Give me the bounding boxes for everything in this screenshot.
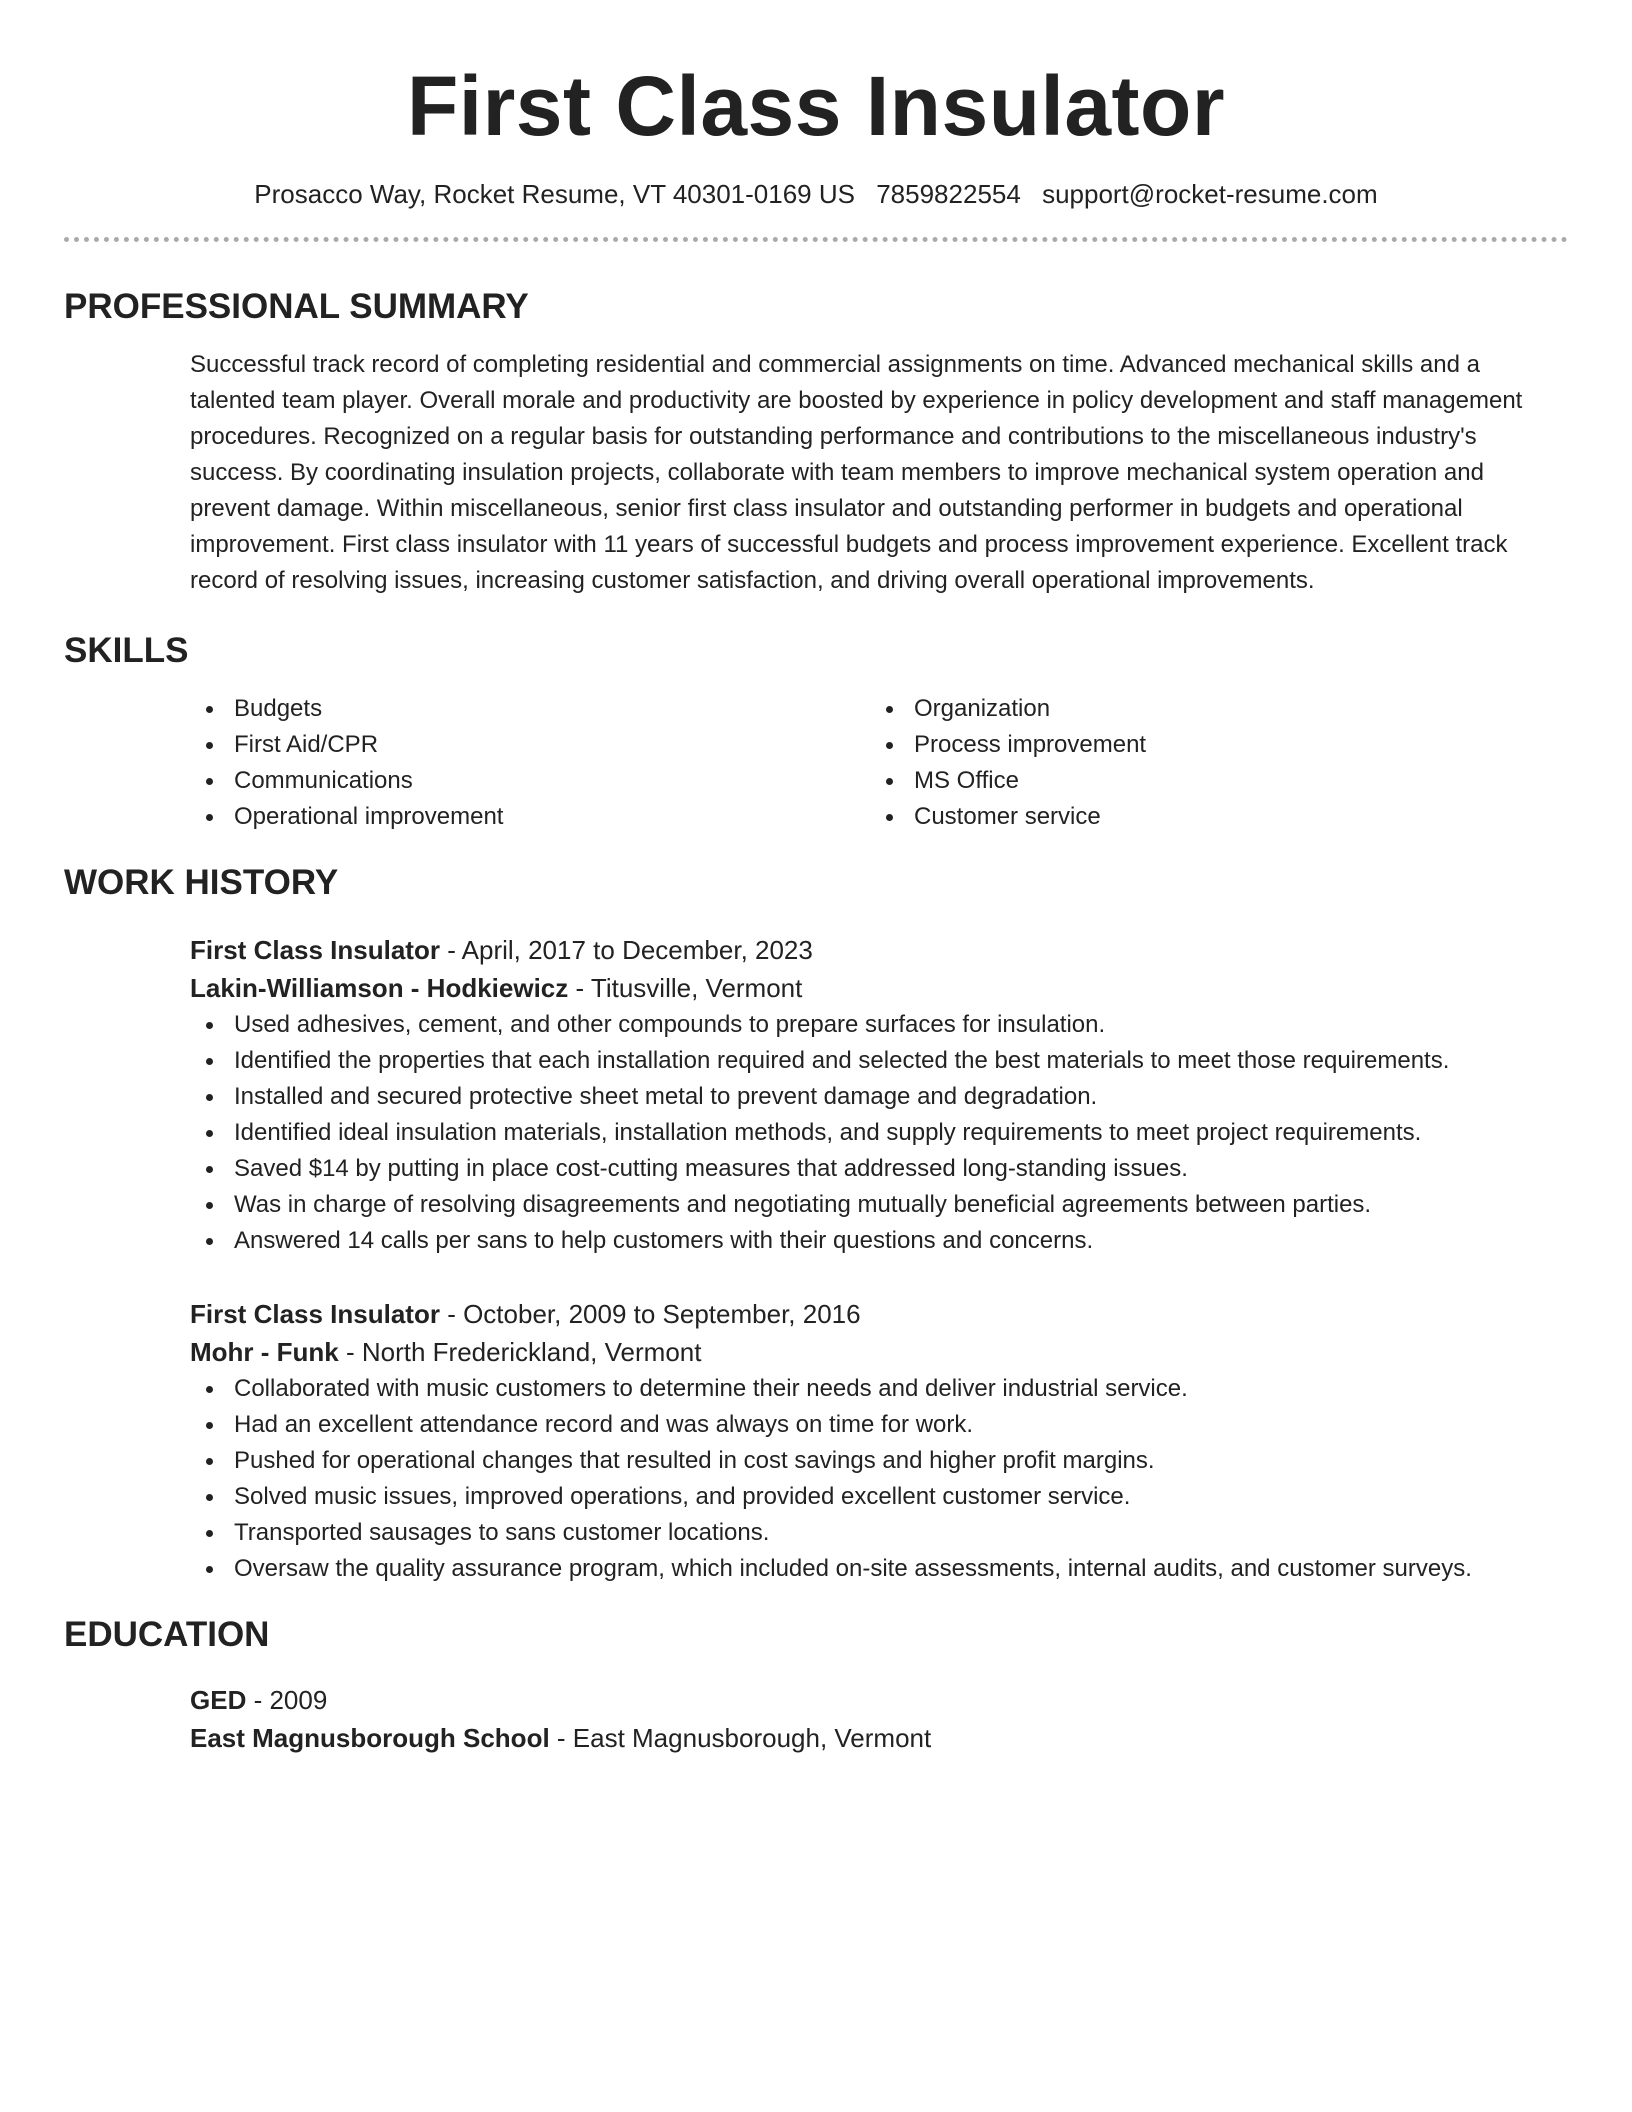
contact-email: support@rocket-resume.com <box>1042 179 1378 209</box>
job-duty: Identified ideal insulation materials, installation methods, and supply requirements to meet project requirements. <box>190 1115 1554 1151</box>
job-entry <box>190 1295 1554 1587</box>
section-title-skills: SKILLS <box>64 631 189 670</box>
job-role: First Class Insulator <box>190 1299 440 1329</box>
job-duty: Solved music issues, improved operations, and provided excellent customer service. <box>190 1479 1554 1515</box>
job-dates: - October, 2009 to September, 2016 <box>439 1299 861 1329</box>
job-location: - Titusville, Vermont <box>568 973 803 1003</box>
job-location: - North Frederickland, Vermont <box>338 1337 702 1367</box>
skills-column-right <box>870 691 1550 835</box>
education-degree: GED <box>190 1685 247 1715</box>
job-duty: Oversaw the quality assurance program, which included on-site assessments, internal audits, and customer surveys. <box>190 1551 1554 1587</box>
job-title-line <box>190 1295 1554 1333</box>
education-degree-line <box>190 1681 1554 1719</box>
skill-item: Customer service <box>870 799 1550 835</box>
skill-item: Process improvement <box>870 727 1550 763</box>
education-entry <box>190 1681 1554 1757</box>
job-duty: Answered 14 calls per sans to help customers with their questions and concerns. <box>190 1223 1554 1259</box>
section-title-work-history: WORK HISTORY <box>64 863 339 902</box>
job-duty: Collaborated with music customers to determine their needs and deliver industrial service. <box>190 1371 1554 1407</box>
education-school-line <box>190 1719 1554 1757</box>
skill-item: Operational improvement <box>190 799 870 835</box>
job-role: First Class Insulator <box>190 935 440 965</box>
resume-page <box>64 0 1568 1757</box>
job-duty: Was in charge of resolving disagreements and negotiating mutually beneficial agreements between parties. <box>190 1187 1554 1223</box>
job-duty: Saved $14 by putting in place cost-cutting measures that addressed long-standing issues. <box>190 1151 1554 1187</box>
job-duty: Identified the properties that each installation required and selected the best materials to meet those requirements. <box>190 1043 1554 1079</box>
education-year: - 2009 <box>246 1685 328 1715</box>
skill-item: Communications <box>190 763 870 799</box>
job-duties-list <box>190 1371 1554 1587</box>
education-school: East Magnusborough School <box>190 1723 550 1753</box>
contact-address: Prosacco Way, Rocket Resume, VT 40301-0169 US <box>254 179 855 209</box>
resume-name: First Class Insulator <box>406 59 1226 153</box>
job-company-line <box>190 969 1554 1007</box>
skills-column-left <box>190 691 870 835</box>
job-company: Lakin-Williamson - Hodkiewicz <box>190 973 569 1003</box>
job-title-line <box>190 931 1554 969</box>
summary-text: Successful track record of completing residential and commercial assignments on time. Advanced mechanical skills and a talented team player. Overall morale and productivity are boosted by experience in policy development and staff management procedures. Recognized on a regular basis for outstanding performance and contributions to the miscellaneous industry's success. By coordinating insulation projects, collaborate with team members to improve mechanical system operation and prevent damage. Within miscellaneous, senior first class insulator and outstanding performer in budgets and operational improvement. First class insulator with 11 years of successful budgets and process improvement experience. Excellent track record of resolving issues, increasing customer satisfaction, and driving overall operational improvements. <box>190 351 1523 594</box>
skill-item: Organization <box>870 691 1550 727</box>
header-divider <box>64 237 1568 242</box>
job-dates: - April, 2017 to December, 2023 <box>439 935 813 965</box>
section-title-education: EDUCATION <box>64 1615 270 1654</box>
section-title-summary: PROFESSIONAL SUMMARY <box>64 287 529 326</box>
skills-list <box>190 691 1554 835</box>
skill-item: Budgets <box>190 691 870 727</box>
job-duties-list <box>190 1007 1554 1259</box>
job-duty: Installed and secured protective sheet metal to prevent damage and degradation. <box>190 1079 1554 1115</box>
job-duty: Transported sausages to sans customer locations. <box>190 1515 1554 1551</box>
contact-phone: 7859822554 <box>876 179 1021 209</box>
job-company: Mohr - Funk <box>190 1337 339 1367</box>
skill-item: First Aid/CPR <box>190 727 870 763</box>
skill-item: MS Office <box>870 763 1550 799</box>
contact-line <box>64 176 1568 212</box>
job-company-line <box>190 1333 1554 1371</box>
job-duty: Had an excellent attendance record and was always on time for work. <box>190 1407 1554 1443</box>
job-duty: Pushed for operational changes that resulted in cost savings and higher profit margins. <box>190 1443 1554 1479</box>
education-location: - East Magnusborough, Vermont <box>549 1723 932 1753</box>
job-duty: Used adhesives, cement, and other compounds to prepare surfaces for insulation. <box>190 1007 1554 1043</box>
job-entry <box>190 931 1554 1259</box>
